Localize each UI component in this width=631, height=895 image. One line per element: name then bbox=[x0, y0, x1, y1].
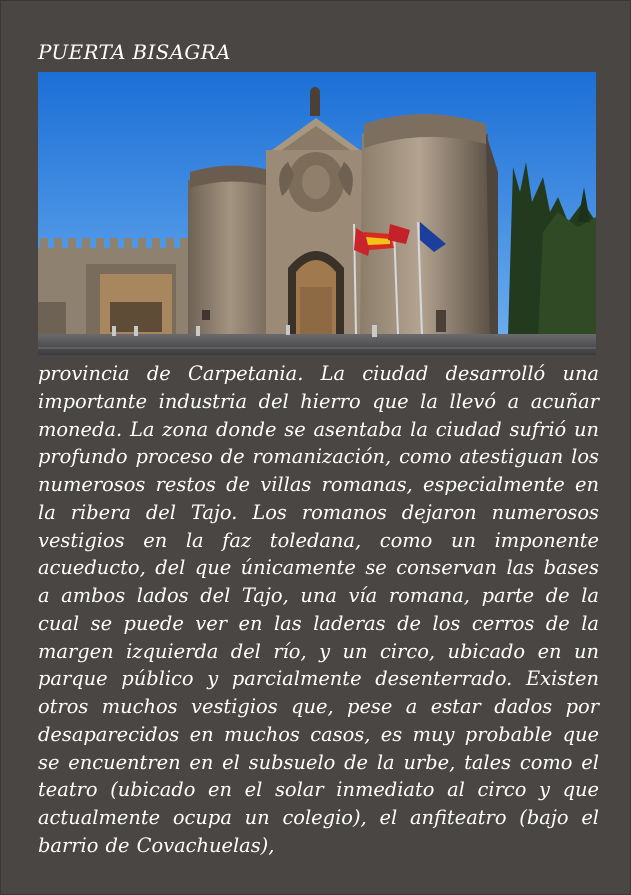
page-title: PUERTA BISAGRA bbox=[38, 40, 231, 64]
body-paragraph: provincia de Carpetania. La ciudad desarrolló una importante industria del hierro que la llevó a acuñar moneda. La zona donde se asentaba la ciudad sufrió un profundo proceso de romanización, como atestiguan los numerosos restos de villas romanas, especialmente en la ribera del Tajo. Los romanos dejaron numerosos vestigios en la faz toledana, como un imponente acueducto, del que únicamente se conservan las bases a ambos lados del Tajo, una vía romana, parte de la cual se puede ver en las laderas de los cerros de la margen izquierda del río, y un circo, ubicado en un parque público y parcialmente desenterrado. Existen otros muchos vestigios que, pese a estar dados por desaparecidos en muchos casos, es muy probable que se encuentren en el subsuelo de la urbe, tales como el teatro (ubicado en el solar inmediato al circo y que actualmente ocupa un colegio), el anfiteatro (bajo el barrio de Covachuelas), bbox=[38, 362, 599, 857]
left-tower bbox=[188, 165, 272, 334]
road bbox=[38, 334, 596, 355]
puerta-bisagra-photo bbox=[38, 72, 596, 355]
right-tower bbox=[360, 114, 498, 340]
gate-illustration bbox=[38, 72, 596, 355]
left-wall bbox=[38, 238, 198, 338]
